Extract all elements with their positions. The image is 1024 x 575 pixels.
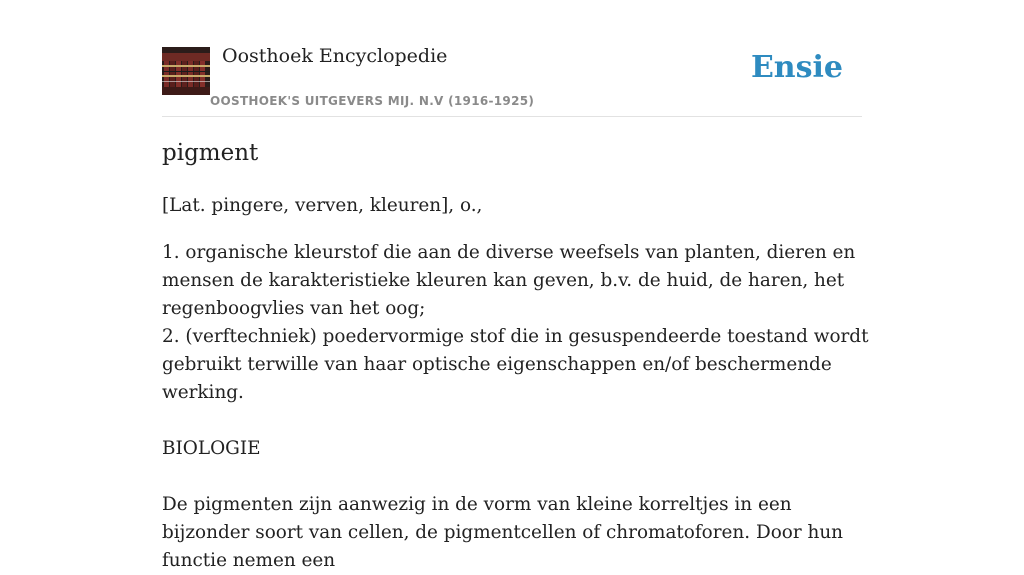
encyclopedia-books-icon bbox=[162, 47, 210, 95]
entry-content bbox=[162, 192, 874, 575]
entry-title: pigment bbox=[162, 140, 259, 166]
section-paragraph: De pigmenten zijn aanwezig in de vorm van kleine korreltjes in een bijzonder soort van cellen, de pigmentcellen of chromatoforen. Door hun functie nemen een bbox=[162, 494, 844, 571]
definition-1: 1. organische kleurstof die aan de diverse weefsels van planten, dieren en mensen de karakteristieke kleuren kan geven, b.v. de huid, de haren, het regenboogvlies van het oog; bbox=[162, 242, 856, 319]
spacer bbox=[162, 463, 874, 491]
spacer bbox=[162, 407, 874, 435]
site-header bbox=[162, 0, 862, 117]
site-avatar[interactable] bbox=[162, 47, 210, 95]
definition-2: 2. (verftechniek) poedervormige stof die in gesuspendeerde toestand wordt gebruikt terwille van haar optische eigenschappen en/of beschermende werking. bbox=[162, 326, 869, 403]
ensie-logo-link[interactable]: Ensie bbox=[750, 50, 843, 85]
page bbox=[162, 0, 869, 571]
section-heading: BIOLOGIE bbox=[162, 438, 261, 459]
etymology: [Lat. pingere, verven, kleuren], o., bbox=[162, 195, 483, 216]
site-name[interactable]: Oosthoek Encyclopedie bbox=[222, 45, 448, 67]
publisher-subtitle: OOSTHOEK'S UITGEVERS MIJ. N.V (1916-1925) bbox=[210, 94, 535, 108]
